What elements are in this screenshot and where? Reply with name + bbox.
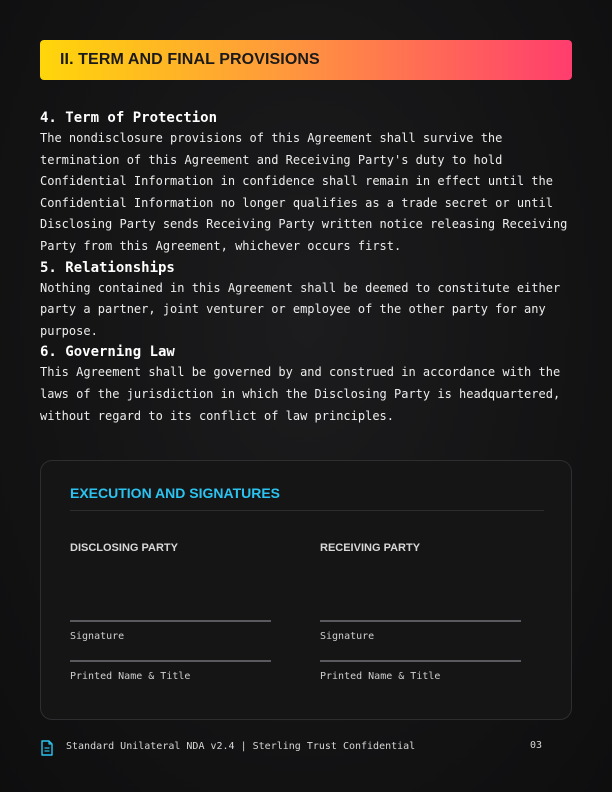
clause-heading: 5. Relationships [40, 259, 175, 276]
party-label: RECEIVING PARTY [320, 542, 421, 554]
receiving-party-block [320, 541, 522, 682]
printed-name-line[interactable] [320, 660, 521, 662]
signatures-title: EXECUTION AND SIGNATURES [70, 485, 281, 501]
divider [70, 510, 544, 511]
section-title: II. TERM AND FINAL PROVISIONS [60, 51, 320, 68]
clause-body: Nothing contained in this Agreement shall be deemed to constitute either party a partner, joint venturer or employee of the other party for any purpose. [40, 280, 561, 338]
document-icon [40, 740, 54, 756]
clause-body: The nondisclosure provisions of this Agreement shall survive the termination of this Agreement and Receiving Party's duty to hold Confidential Information in confidence shall remain in effect until the Confidential Information no longer qualifies as a trade secret or until Disclosing Party sends Receiving Party written notice releasing Receiving Party from this Agreement, whichever occurs first. [40, 131, 568, 253]
clause-heading: 4. Term of Protection [40, 110, 218, 126]
clause-governing-law [40, 342, 580, 427]
signature-line[interactable] [70, 620, 271, 622]
clauses [40, 108, 580, 427]
clause-term-of-protection [40, 108, 580, 258]
disclosing-party-block [70, 541, 272, 682]
party-label: DISCLOSING PARTY [70, 542, 178, 554]
signature-caption: Signature [70, 631, 125, 642]
section-banner [40, 40, 572, 80]
page-number: 03 [530, 740, 543, 751]
printed-name-line[interactable] [70, 660, 271, 662]
clause-body: This Agreement shall be governed by and construed in accordance with the laws of the jurisdiction in which the Disclosing Party is headquartered, without regard to its conflict of law principles. [40, 365, 561, 423]
clause-heading: 6. Governing Law [40, 344, 175, 361]
printed-name-caption: Printed Name & Title [320, 671, 441, 682]
signature-card [40, 460, 572, 720]
page-footer [40, 740, 572, 756]
signature-caption: Signature [320, 631, 375, 642]
footer-text: Standard Unilateral NDA v2.4 | Sterling Trust Confidential [66, 741, 416, 752]
printed-name-caption: Printed Name & Title [70, 671, 191, 682]
signature-line[interactable] [320, 620, 521, 622]
clause-relationships [40, 258, 580, 343]
